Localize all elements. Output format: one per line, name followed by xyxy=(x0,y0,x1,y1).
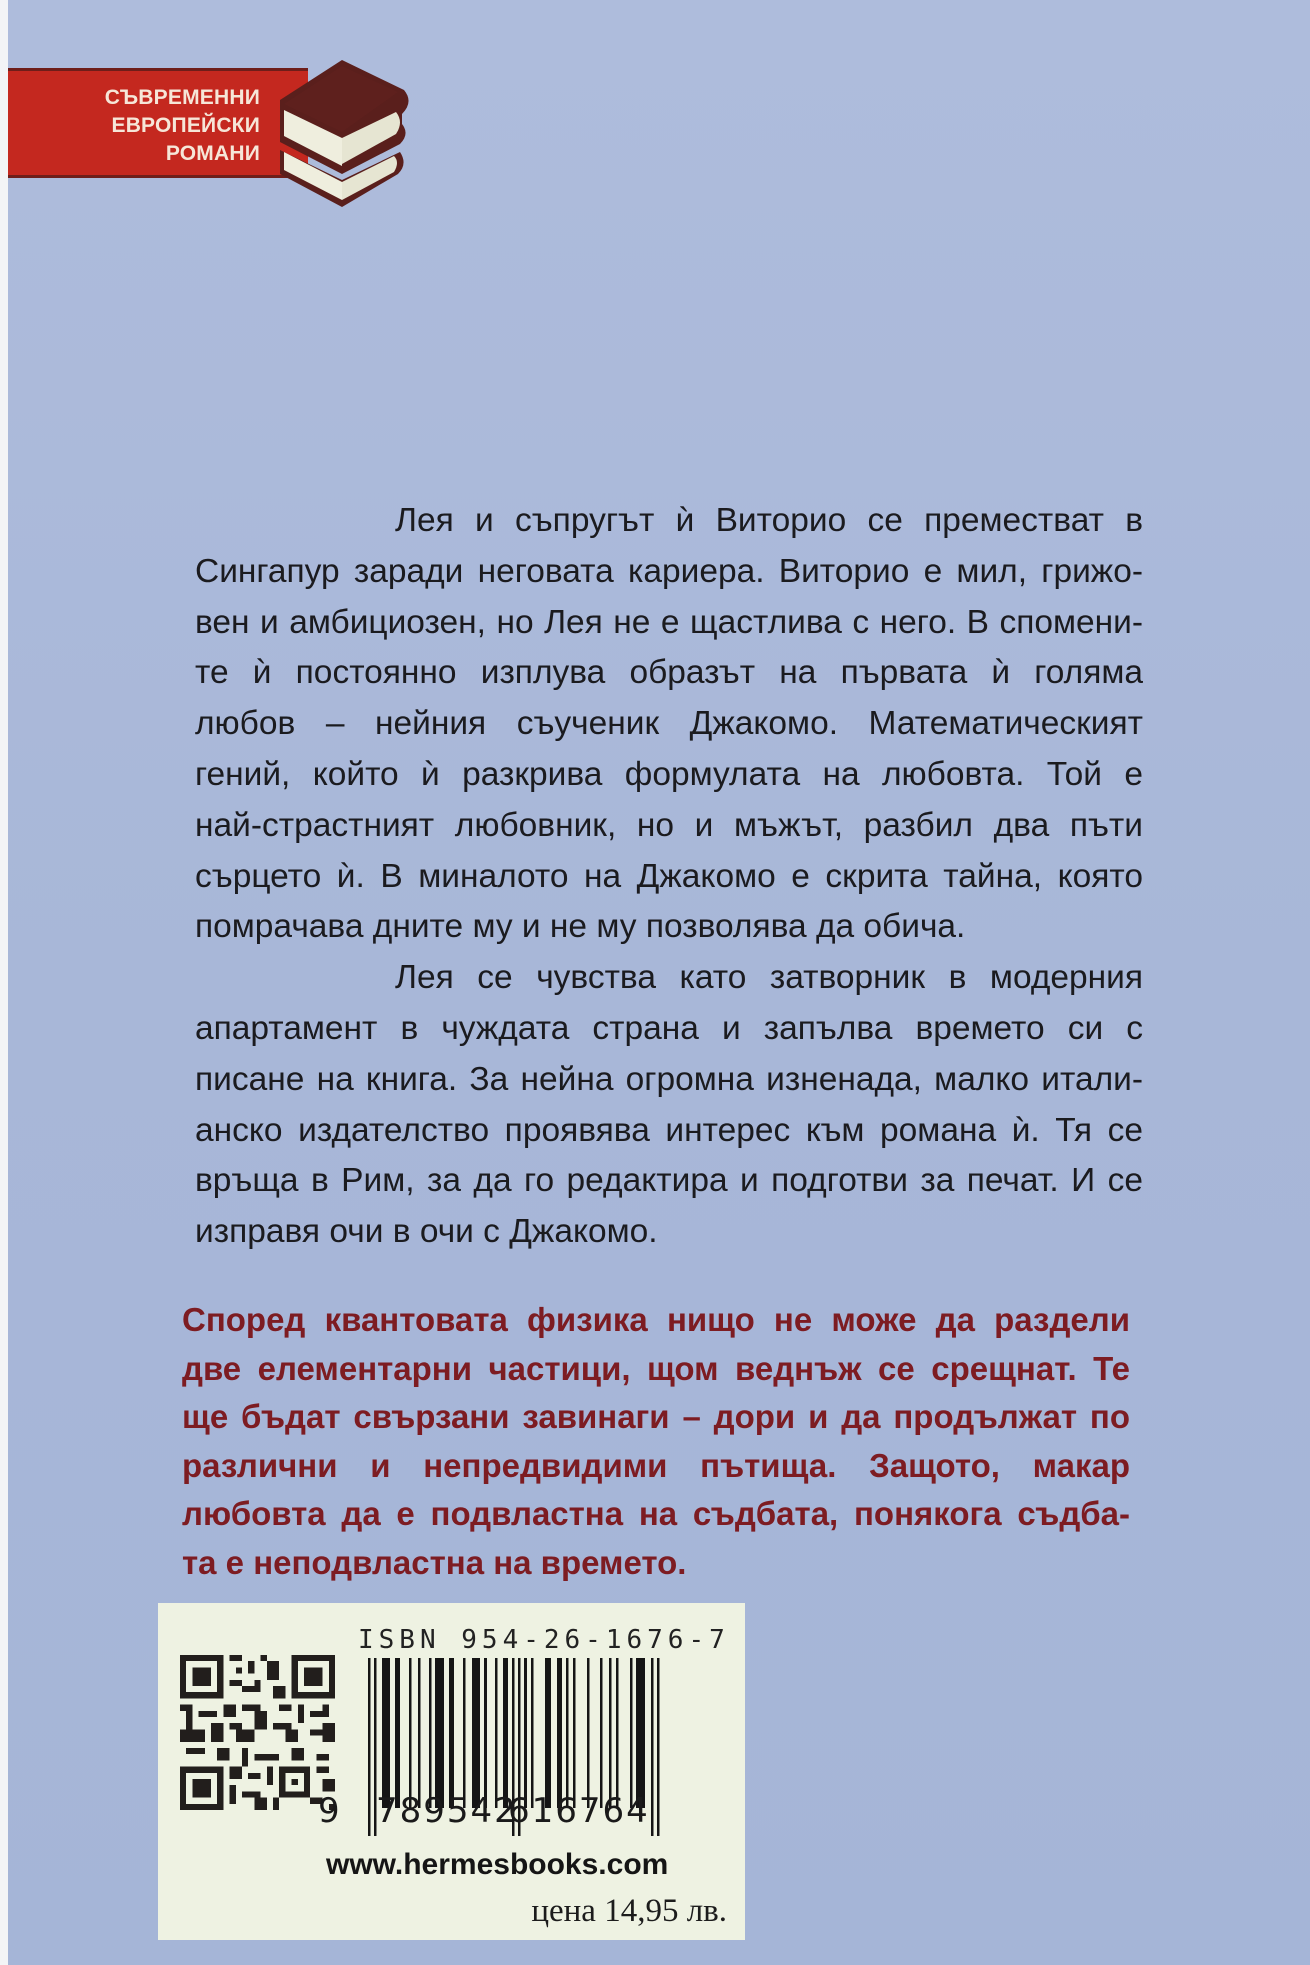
quote-line: две елементарни частици, щом веднъж се срещнат. Те xyxy=(182,1349,1130,1387)
synopsis-text xyxy=(195,496,1143,1258)
quote-line: Според квантовата физика нищо не може да раздели xyxy=(182,1301,1130,1338)
text-line: анско издателство проявява интерес към романа ѝ. Тя се xyxy=(195,1111,1143,1149)
publisher-url[interactable]: www.hermesbooks.com xyxy=(326,1848,669,1881)
stacked-books-icon xyxy=(270,52,412,210)
left-edge-strip xyxy=(0,0,8,1965)
text-line: Лея и съпругът ѝ Виторио се преместват в xyxy=(395,502,1143,539)
text-line: сърцето ѝ. В миналото на Джакомо е скрита тайна, която xyxy=(195,857,1143,895)
quote-line: различни и непредвидими пътища. Защото, макар xyxy=(182,1446,1130,1484)
text-line: писане на книга. За нейна огромна изненада, малко итали- xyxy=(195,1060,1143,1098)
qr-code-icon[interactable] xyxy=(180,1655,335,1810)
ean-group-1: 789542 xyxy=(376,1791,518,1831)
ean-group-2: 616764 xyxy=(508,1791,650,1831)
text-line: гений, който ѝ разкрива формулата на любовта. Той е xyxy=(195,755,1143,793)
synopsis-paragraph-1 xyxy=(195,496,1143,953)
text-line: Сингапур заради неговата кариера. Виторио е мил, грижо- xyxy=(195,552,1143,590)
series-title xyxy=(8,84,260,168)
series-line-3: РОМАНИ xyxy=(165,142,260,165)
text-line: помрачава дните му и не му позволява да обича. xyxy=(195,908,966,946)
series-banner xyxy=(8,68,308,178)
text-line: те ѝ постоянно изплува образът на първата ѝ голяма xyxy=(195,654,1143,692)
ean-first-digit: 9 xyxy=(318,1791,341,1831)
synopsis-paragraph-2 xyxy=(195,953,1143,1258)
text-line: апартамент в чуждата страна и запълва времето си с xyxy=(195,1009,1143,1047)
quote-line: любовта да е подвластна на съдбата, понякога съдба- xyxy=(182,1495,1130,1532)
series-line-1: СЪВРЕМЕННИ xyxy=(104,86,260,109)
text-line: Лея се чувства като затворник в модерния xyxy=(395,959,1143,997)
highlight-quote xyxy=(182,1296,1130,1587)
text-line: любов – нейния съученик Джакомо. Математическият xyxy=(195,705,1143,743)
barcode-label xyxy=(158,1603,745,1940)
text-line: връща в Рим, за да го редактира и подготви за печат. И се xyxy=(195,1162,1143,1200)
text-line: изправя очи в очи с Джакомо. xyxy=(195,1213,658,1251)
quote-line: та е неподвластна на времето. xyxy=(182,1543,687,1581)
text-line: най-страстният любовник, но и мъжът, разбил два пъти xyxy=(195,806,1143,844)
isbn-text: ISBN 954-26-1676-7 xyxy=(358,1625,730,1655)
series-line-2: ЕВРОПЕЙСКИ xyxy=(111,114,260,137)
price-text: цена 14,95 лв. xyxy=(531,1893,727,1929)
text-line: вен и амбициозен, но Лея не е щастлива с него. В спомени- xyxy=(195,603,1143,641)
quote-line: ще бъдат свързани завинаги – дори и да продължат по xyxy=(182,1398,1130,1435)
